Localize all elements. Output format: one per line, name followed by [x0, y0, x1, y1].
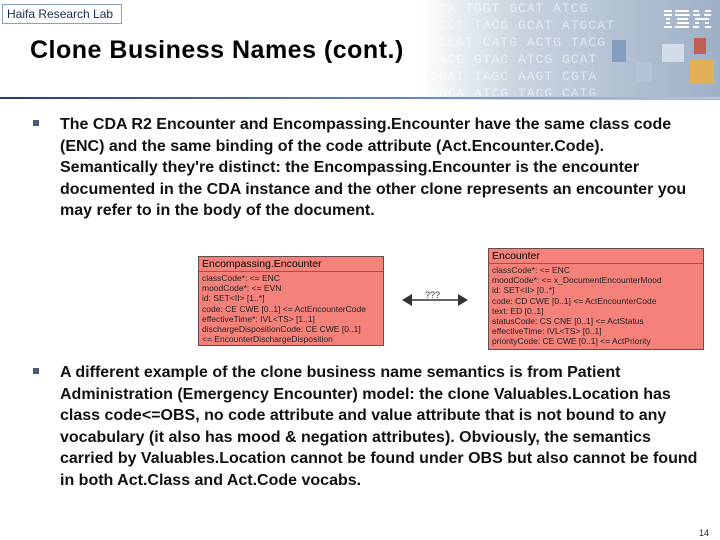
uml-attribute: statusCode: CS CNE [0..1] <= ActStatus — [492, 316, 644, 327]
uml-class-title: Encompassing.Encounter — [199, 257, 383, 272]
bullet-text-1: The CDA R2 Encounter and Encompassing.Encounter have the same class code (ENC) and the same binding of the code attribute (Act.Encounter.Code). Semantically they're distinct: the Encompassing.Encounter is the encounter documented in the CDA instance and the other clone represents an encounter you may refer to in the body of the document. — [60, 116, 687, 219]
uml-attribute: effectiveTime*: IVL<TS> [1..1] — [202, 313, 315, 324]
bullet-marker — [33, 368, 39, 374]
bullet-marker — [33, 120, 39, 126]
dna-background-pattern: TCA TGGT GCAT ATCG GCCT TACG GCAT ATGCAT ACCGT CATG ACTG TACG TACG GTAC ATCG GCAT GCAT TAGC AAGT CGTA TGCA ATCG TACG CATG — [430, 1, 615, 96]
uml-class-title: Encounter — [489, 249, 703, 264]
bullet-text-2: A different example of the clone business name semantics is from Patient Administration (Emergency Encounter) model: the clone Valuables.Location has class code<=OBS, no code attribute and value attribute that is not bound to any vocabulary (it also has mood & negation attributes). Obviously, the semantics carried by Valuables.Location cannot be found under OBS but also cannot be found in both Act.Class and Act.Code vocabs. — [60, 364, 698, 489]
uml-attribute: id: SET<II> [1..*] — [202, 293, 265, 304]
uml-attribute: classCode*: <= ENC — [202, 273, 280, 283]
arrow-label: ??? — [425, 290, 441, 300]
uml-attribute: id: SET<II> [0..*] — [492, 285, 555, 296]
page-title: Clone Business Names (cont.) — [30, 36, 404, 64]
uml-attribute: moodCode*: <= EVN — [202, 283, 282, 294]
uml-attribute: <= EncounterDischargeDisposition — [202, 334, 333, 345]
uml-attribute: moodCode*: <= x_DocumentEncounterMood — [492, 275, 662, 286]
bidirectional-arrow — [400, 275, 470, 325]
page-number: 14 — [699, 528, 710, 538]
uml-attribute: text: ED [0..1] — [492, 305, 544, 316]
header-rule — [0, 97, 720, 99]
ibm-logo — [664, 8, 712, 32]
uml-class-encounter — [488, 248, 704, 350]
uml-attribute: effectiveTime: IVL<TS> [0..1] — [492, 326, 602, 337]
uml-attribute: priorityCode: CE CWE [0..1] <= ActPriority — [492, 336, 651, 347]
uml-attribute-list — [489, 264, 703, 348]
uml-attribute: classCode*: <= ENC — [492, 265, 570, 275]
lab-name: Haifa Research Lab — [2, 4, 122, 24]
uml-attribute: code: CD CWE [0..1] <= ActEncounterCode — [492, 295, 657, 306]
uml-attribute: code: CE CWE [0..1] <= ActEncounterCode — [202, 303, 366, 314]
uml-class-encompassing-encounter — [198, 256, 384, 346]
uml-attribute-list — [199, 272, 383, 345]
uml-attribute: dischargeDispositionCode: CE CWE [0..1] — [202, 324, 361, 335]
